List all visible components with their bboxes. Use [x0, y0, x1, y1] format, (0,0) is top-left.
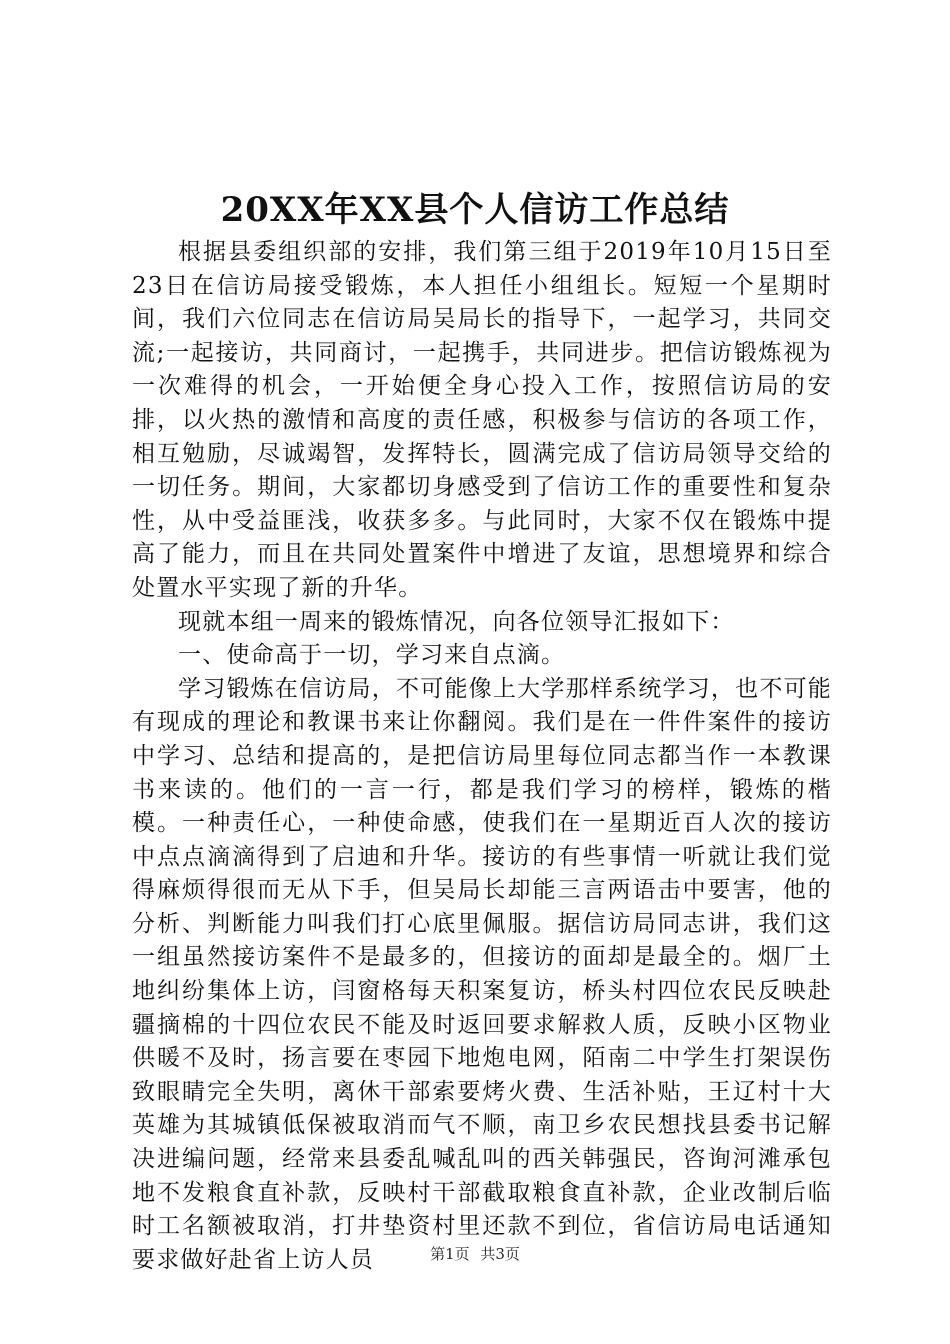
page-total: 共3页 [480, 1245, 520, 1263]
paragraph: 学习锻炼在信访局，不可能像上大学那样系统学习，也不可能有现成的理论和教课书来让你翻阅。我们是在一件件案件的接访中学习、总结和提高的，是把信访局里每位同志都当作一本教课书来读的。他们的一言一行，都是我们学习的榜样，锻炼的楷模。一种责任心，一种使命感，使我们在一星期近百人次的接访中点点滴滴得到了启迪和升华。接访的有些事情一听就让我们觉得麻烦得很而无从下手，但吴局长却能三言两语击中要害，他的分析、判断能力叫我们打心底里佩服。据信访局同志讲，我们这一组虽然接访案件不是最多的，但接访的面却是最全的。烟厂土地纠纷集体上访，闫窗格每天积案复访，桥头村四位农民反映赴疆摘棉的十四位农民不能及时返回要求解救人质，反映小区物业供暖不及时，扬言要在枣园下地炮电网，陌南二中学生打架误伤致眼睛完全失明，离休干部索要烤火费、生活补贴，王辽村十大英雄为其城镇低保被取消而气不顺，南卫乡农民想找县委书记解决进编问题，经常来县委乱喊乱叫的西关韩强民，咨询河滩承包地不发粮食直补款，反映村干部截取粮食直补款，企业改制后临时工名额被取消，打井垫资村里还款不到位，省信访局电话通知要求做好赴省上访人员 [132, 675, 832, 1273]
document-title: 20XX年XX县个人信访工作总结 [220, 190, 730, 230]
section-heading: 一、使命高于一切，学习来自点滴。 [178, 642, 566, 669]
paragraph: 根据县委组织部的安排，我们第三组于2019年10月15日至23日在信访局接受锻炼，本人担任小组组长。短短一个星期时间，我们六位同志在信访局吴局长的指导下，一起学习，共同交流;一起接访，共同商讨，一起携手，共同进步。把信访锻炼视为一次难得的机会，一开始便全身心投入工作，按照信访局的安排，以火热的激情和高度的责任感，积极参与信访的各项工作，相互勉励，尽诚竭智，发挥特长，圆满完成了信访局领导交给的一切任务。期间，大家都切身感受到了信访工作的重要性和复杂性，从中受益匪浅，收获多多。与此同时，大家不仅在锻炼中提高了能力，而且在共同处置案件中增进了友谊，思想境界和综合处置水平实现了新的升华。 [132, 239, 832, 601]
page-number: 第1页 [430, 1245, 470, 1263]
paragraph: 现就本组一周来的锻炼情况，向各位领导汇报如下： [178, 608, 735, 635]
page-footer [0, 1244, 950, 1264]
document-body [132, 236, 832, 1277]
